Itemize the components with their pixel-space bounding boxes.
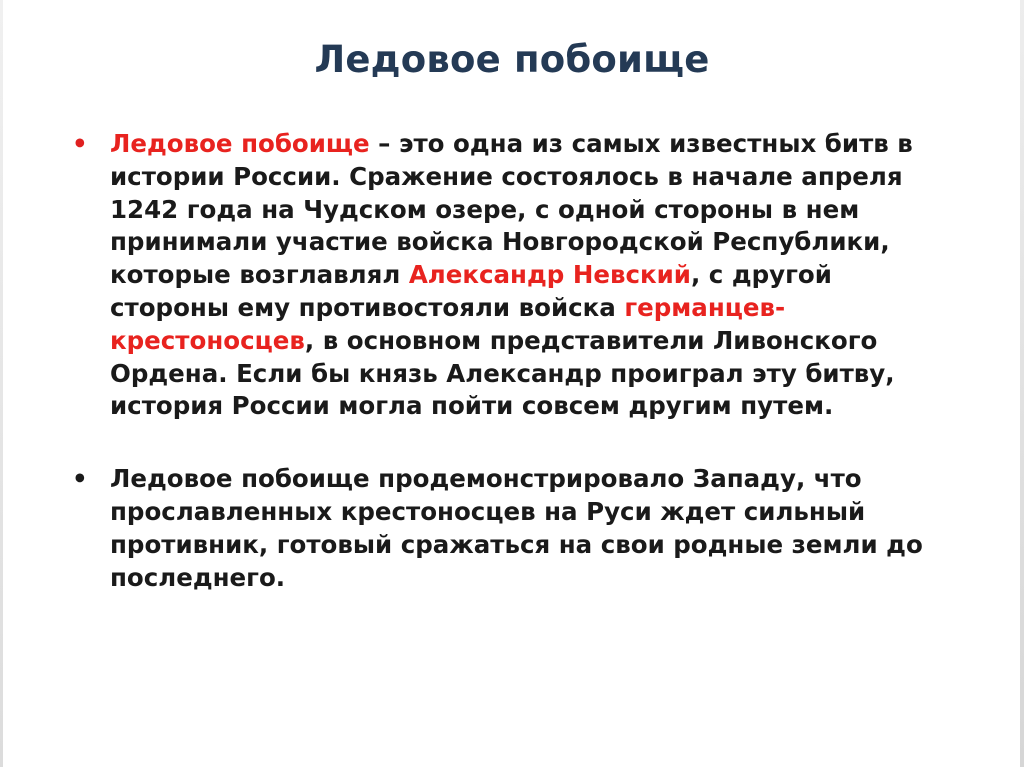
highlight-term: германцев-крестоносцев bbox=[110, 292, 786, 355]
bullet-list bbox=[72, 128, 952, 594]
text-segment: , в основном представители Ливонского Ордена. Если бы князь Александр проиграл эту битву, история России могла пойти совсем другим путем. bbox=[110, 325, 895, 421]
bullet-item-1 bbox=[72, 128, 952, 423]
bullet-marker: • bbox=[72, 464, 88, 494]
bullet-text bbox=[110, 129, 913, 420]
highlight-term: Александр Невский bbox=[408, 260, 691, 290]
highlight-term: Ледовое побоище bbox=[110, 129, 370, 158]
slide-title: Ледовое побоище bbox=[314, 38, 710, 81]
bullet-item-2 bbox=[72, 463, 952, 594]
text-segment: – это одна из самых известных битв в истории России. Сражение состоялось в начале апреля 1242 года на Чудском озере, с одной стороны в нем принимали участие войска Новгородской Республики, которые возглавлял bbox=[110, 129, 913, 290]
bullet-marker: • bbox=[72, 129, 88, 158]
bullet-text: Ледовое побоище продемонстрировало Западу, что прославленных крестоносцев на Руси ждет сильный противник, готовый сражаться на свои родные земли до последнего. bbox=[110, 464, 923, 592]
text-segment: , с другой стороны ему противостояли войска bbox=[110, 260, 832, 322]
